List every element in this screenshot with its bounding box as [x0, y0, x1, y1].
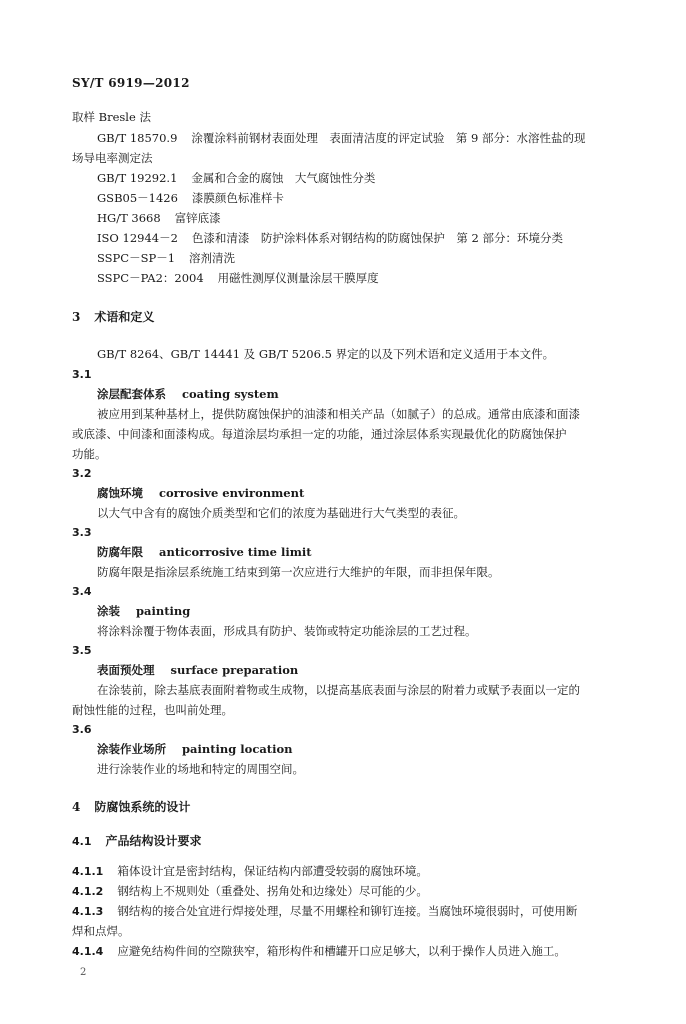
term-number: 3.2 — [72, 467, 92, 480]
clause-line: 焊和点焊。 — [72, 924, 130, 938]
reference-line: 取样 Bresle 法 — [72, 110, 151, 124]
term-definition: 将涂料涂覆于物体表面，形成具有防护、装饰或特定功能涂层的工艺过程。 — [97, 624, 477, 638]
term-number: 3.4 — [72, 585, 92, 598]
section-heading-3: 3 术语和定义 — [72, 310, 155, 324]
term-definition: 在涂装前，除去基底表面附着物或生成物，以提高基底表面与涂层的附着力或赋予表面以一定的 — [97, 683, 580, 697]
clause-line: 4.1.2 钢结构上不规则处（重叠处、拐角处和边缘处）尽可能的少。 — [72, 884, 428, 898]
term-number: 3.1 — [72, 368, 92, 381]
term-definition: 被应用到某种基材上，提供防腐蚀保护的油漆和相关产品（如腻子）的总成。通常由底漆和面漆 — [97, 407, 580, 421]
term-definition: 进行涂装作业的场地和特定的周围空间。 — [97, 762, 304, 776]
section-intro: GB/T 8264、GB/T 14441 及 GB/T 5206.5 界定的以及下列术语和定义适用于本文件。 — [97, 347, 555, 361]
subsection-heading: 4.1 产品结构设计要求 — [72, 834, 202, 848]
clause-line: 4.1.4 应避免结构件间的空隙狭窄，箱形构件和槽罐开口应足够大，以利于操作人员进入施工。 — [72, 944, 566, 958]
reference-line: 场导电率测定法 — [72, 151, 153, 165]
term-definition: 以大气中含有的腐蚀介质类型和它们的浓度为基础进行大气类型的表征。 — [97, 506, 465, 520]
term-definition: 防腐年限是指涂层系统施工结束到第一次应进行大维护的年限，而非担保年限。 — [97, 565, 500, 579]
term-heading: 涂装作业场所 painting location — [97, 742, 293, 756]
reference-line: SSPC－SP－1 溶剂清洗 — [97, 251, 236, 265]
term-number: 3.6 — [72, 723, 92, 736]
term-heading: 涂层配套体系 coating system — [97, 387, 279, 401]
clause-line: 4.1.1 箱体设计宜是密封结构，保证结构内部遭受较弱的腐蚀环境。 — [72, 864, 428, 878]
term-heading: 腐蚀环境 corrosive environment — [97, 486, 305, 500]
reference-line: GB/T 18570.9 涂覆涂料前钢材表面处理 表面清洁度的评定试验 第 9 部分：水溶性盐的现 — [97, 131, 586, 145]
reference-line: GSB05－1426 漆膜颜色标准样卡 — [97, 191, 284, 205]
term-heading: 防腐年限 anticorrosive time limit — [97, 545, 312, 559]
reference-line: ISO 12944－2 色漆和清漆 防护涂料体系对钢结构的防腐蚀保护 第 2 部分：环境分类 — [97, 231, 564, 245]
reference-line: SSPC－PA2：2004 用磁性测厚仪测量涂层干膜厚度 — [97, 271, 379, 285]
reference-line: GB/T 19292.1 金属和合金的腐蚀 大气腐蚀性分类 — [97, 171, 376, 185]
term-definition: 或底漆、中间漆和面漆构成。每道涂层均承担一定的功能，通过涂层体系实现最优化的防腐蚀保护 — [72, 427, 567, 441]
term-heading: 涂装 painting — [97, 604, 191, 618]
section-heading-4: 4 防腐蚀系统的设计 — [72, 800, 191, 814]
clause-line: 4.1.3 钢结构的接合处宜进行焊接处理，尽量不用螺栓和铆钉连接。当腐蚀环境很弱时，可使用断 — [72, 904, 578, 918]
standard-code-header: SY/T 6919—2012 — [72, 76, 190, 90]
reference-line: HG/T 3668 富锌底漆 — [97, 211, 221, 225]
term-definition: 功能。 — [72, 447, 107, 461]
term-definition: 耐蚀性能的过程，也叫前处理。 — [72, 703, 233, 717]
page-number: 2 — [80, 967, 87, 978]
term-number: 3.5 — [72, 644, 92, 657]
term-number: 3.3 — [72, 526, 92, 539]
term-heading: 表面预处理 surface preparation — [97, 663, 299, 677]
